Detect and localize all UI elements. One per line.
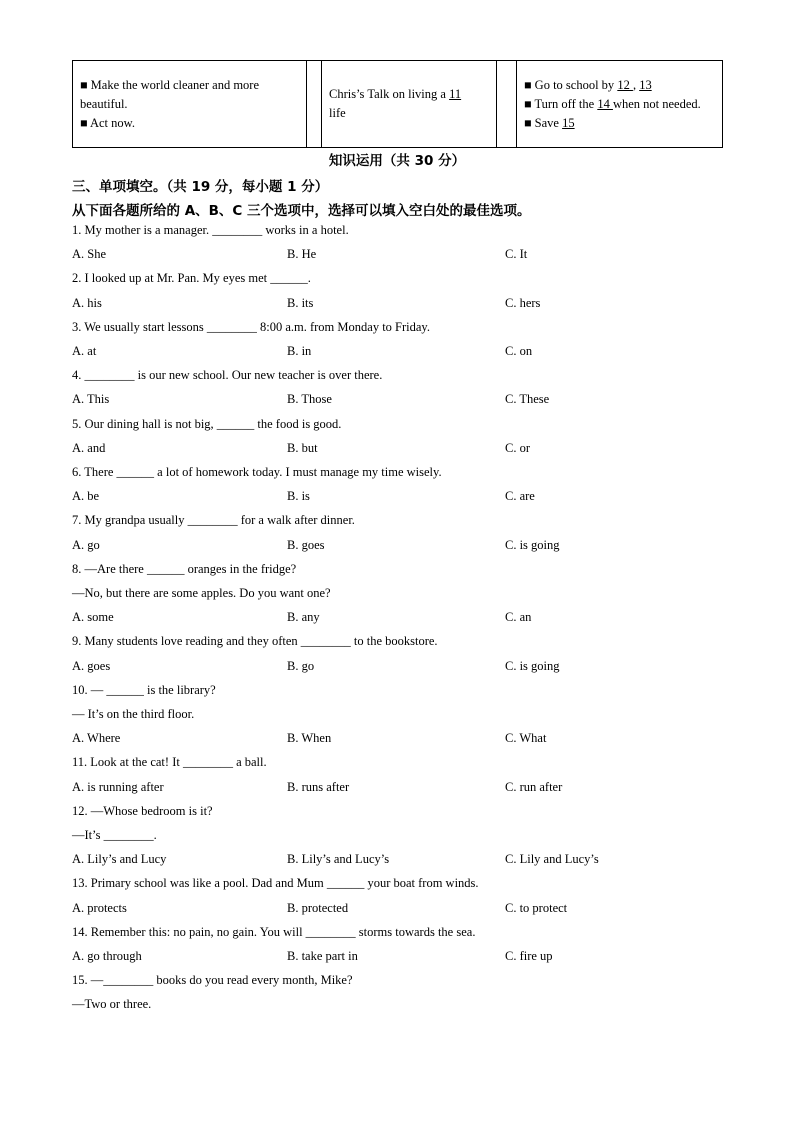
- question-stem: 5. Our dining hall is not big, ______ the food is good.: [72, 416, 342, 431]
- option-a: A. go through: [72, 949, 142, 963]
- question-stem: 8. —Are there ______ oranges in the fridge?: [72, 561, 297, 576]
- option-b: B. is: [287, 489, 310, 504]
- action-line-2: ■ Turn off the 14 when not needed.: [524, 96, 701, 111]
- table-spacer-2: [497, 61, 517, 148]
- option-c: C. or: [505, 440, 530, 455]
- question-stem: 2. I looked up at Mr. Pan. My eyes met ______.: [72, 271, 311, 286]
- question-stem: 6. There ______ a lot of homework today. I must manage my time wisely.: [72, 465, 442, 479]
- option-a: A. Where: [72, 731, 121, 746]
- question-stem-reply: — It’s on the third floor.: [72, 707, 195, 721]
- option-c: C. What: [505, 731, 547, 746]
- option-a: A. his: [72, 295, 102, 310]
- question-stem: 7. My grandpa usually ________ for a walk after dinner.: [72, 513, 355, 528]
- option-b: B. in: [287, 344, 312, 358]
- option-b: B. runs after: [287, 779, 350, 794]
- action-line-1: ■ Go to school by 12 , 13: [524, 77, 652, 92]
- question-stem-reply: —Two or three.: [72, 997, 152, 1012]
- question-stem: 9. Many students love reading and they often ________ to the bookstore.: [72, 634, 438, 649]
- option-a: A. is running after: [72, 779, 164, 794]
- option-b: B. take part in: [287, 949, 358, 963]
- blank-13: 13: [639, 77, 652, 92]
- option-a: A. protects: [72, 900, 127, 915]
- option-c: C. fire up: [505, 949, 553, 963]
- table-cell-talk: [322, 61, 497, 148]
- option-c: C. an: [505, 610, 532, 625]
- question-stem: 14. Remember this: no pain, no gain. You will ________ storms towards the sea.: [72, 924, 476, 939]
- question-stem: 4. ________ is our new school. Our new teacher is over there.: [72, 368, 383, 383]
- option-a: A. goes: [72, 658, 111, 673]
- option-c: C. is going: [505, 658, 560, 673]
- question-stem: 12. —Whose bedroom is it?: [72, 803, 213, 818]
- table-cell-goals: [73, 61, 307, 148]
- question-stem: 10. — ______ is the library?: [72, 682, 216, 697]
- option-a: A. at: [72, 344, 97, 358]
- option-a: A. and: [72, 440, 106, 455]
- blank-15: 15: [562, 115, 575, 130]
- question-stem: 3. We usually start lessons ________ 8:00 a.m. from Monday to Friday.: [72, 319, 430, 334]
- action-line-3: ■ Save 15: [524, 115, 575, 130]
- option-a: A. Lily’s and Lucy: [72, 852, 167, 867]
- question-stem: 1. My mother is a manager. ________ works in a hotel.: [72, 223, 349, 237]
- goal-line-1: ■ Make the world cleaner and more beautiful.: [80, 77, 260, 111]
- question-stem: 11. Look at the cat! It ________ a ball.: [72, 755, 267, 770]
- option-a: A. some: [72, 610, 114, 625]
- option-c: C. These: [505, 392, 550, 407]
- option-b: B. goes: [287, 537, 325, 552]
- option-b: B. When: [287, 731, 332, 746]
- instruction-text: 从下面各题所给的 A、B、C 三个选项中，选择可以填入空白处的最佳选项。: [72, 203, 531, 219]
- blank-11: 11: [449, 87, 462, 101]
- option-b: B. go: [287, 658, 315, 673]
- option-b: B. but: [287, 440, 318, 455]
- section-heading: 三、单项填空。（共 19 分，每小题 1 分）: [72, 179, 329, 195]
- option-c: C. run after: [505, 779, 563, 794]
- question-stem-reply: —No, but there are some apples. Do you want one?: [72, 586, 331, 600]
- option-c: C. on: [505, 344, 533, 358]
- question-stem: 15. —________ books do you read every month, Mike?: [72, 973, 353, 988]
- option-c: C. hers: [505, 295, 541, 310]
- option-c: C. are: [505, 489, 535, 504]
- option-a: A. She: [72, 247, 107, 262]
- option-b: B. its: [287, 295, 314, 310]
- option-b: B. protected: [287, 900, 349, 915]
- talk-tail: life: [329, 106, 346, 120]
- option-a: A. be: [72, 489, 100, 504]
- option-c: C. Lily and Lucy’s: [505, 852, 599, 867]
- option-a: A. This: [72, 392, 110, 407]
- talk-text: Chris’s Talk on living a: [329, 87, 450, 101]
- question-stem: 13. Primary school was like a pool. Dad and Mum ______ your boat from winds.: [72, 876, 479, 891]
- goal-line-2: ■ Act now.: [80, 115, 135, 130]
- option-a: A. go: [72, 537, 100, 552]
- option-b: B. Those: [287, 392, 332, 407]
- option-c: C. to protect: [505, 900, 568, 915]
- question-stem-reply: —It’s ________.: [72, 828, 157, 842]
- summary-table: [72, 60, 723, 148]
- section-title: 知识运用（共 30 分）: [328, 153, 466, 169]
- table-cell-actions: [517, 61, 723, 148]
- option-c: C. It: [505, 247, 528, 262]
- option-b: B. any: [287, 610, 320, 625]
- option-c: C. is going: [505, 537, 560, 552]
- option-b: B. Lily’s and Lucy’s: [287, 852, 390, 867]
- blank-12: 12: [617, 77, 633, 92]
- table-spacer-1: [307, 61, 322, 148]
- blank-14: 14: [597, 96, 613, 111]
- option-b: B. He: [287, 247, 317, 262]
